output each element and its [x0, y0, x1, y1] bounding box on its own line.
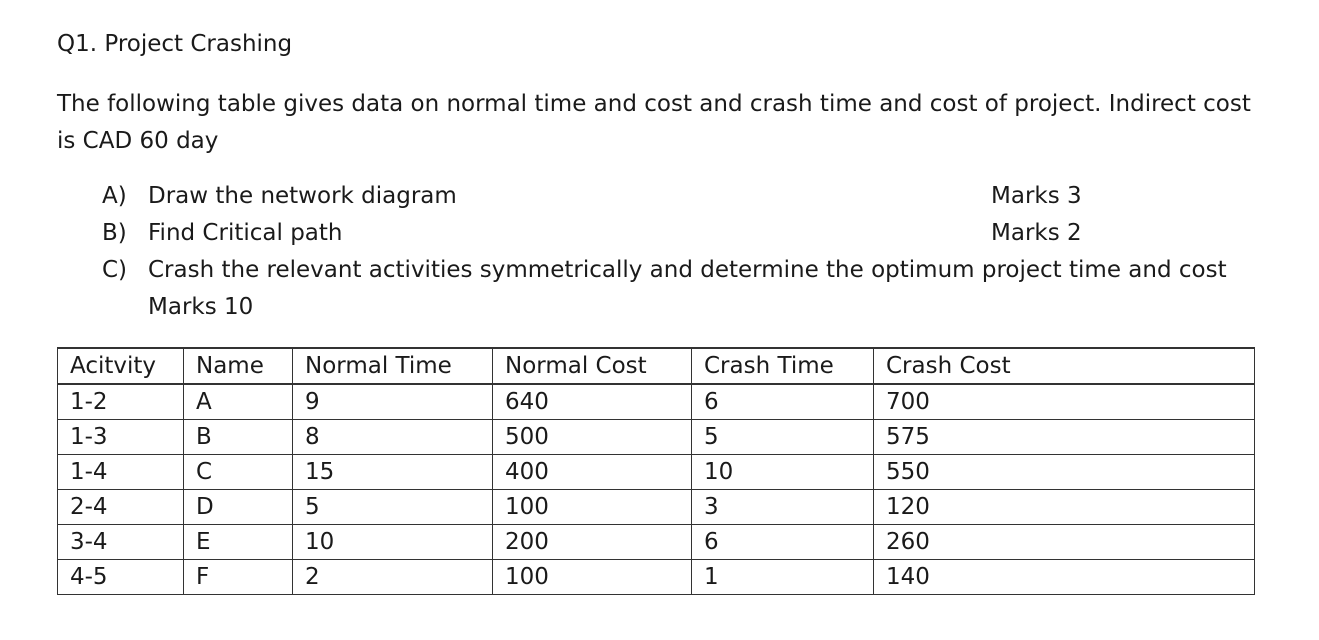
cell-name: A [184, 384, 293, 420]
cell-normal-cost: 500 [493, 420, 692, 455]
cell-crash-cost: 260 [874, 525, 1255, 560]
sub-question-letter: B) [102, 220, 127, 246]
header-normal-cost: Normal Cost [493, 348, 692, 384]
cell-activity: 1-3 [58, 420, 184, 455]
table-row [58, 560, 1255, 595]
cell-crash-time: 6 [692, 525, 874, 560]
header-name: Name [184, 348, 293, 384]
sub-question-c [0, 252, 1319, 320]
sub-question-text: Crash the relevant activities symmetrically and determine the optimum project time and cost [148, 257, 1227, 283]
cell-crash-cost: 575 [874, 420, 1255, 455]
question-intro [57, 86, 1257, 160]
table-header-row [58, 348, 1255, 384]
cell-crash-time: 10 [692, 455, 874, 490]
intro-line-2: is CAD 60 day [57, 128, 219, 154]
header-normal-time: Normal Time [293, 348, 493, 384]
cell-name: E [184, 525, 293, 560]
cell-normal-time: 9 [293, 384, 493, 420]
cell-normal-cost: 100 [493, 490, 692, 525]
cell-normal-cost: 100 [493, 560, 692, 595]
cell-normal-time: 10 [293, 525, 493, 560]
header-crash-time: Crash Time [692, 348, 874, 384]
sub-question-list [0, 178, 1319, 320]
cell-crash-time: 5 [692, 420, 874, 455]
cell-activity: 4-5 [58, 560, 184, 595]
cell-crash-cost: 550 [874, 455, 1255, 490]
table-row [58, 525, 1255, 560]
cell-name: F [184, 560, 293, 595]
sub-question-letter: A) [102, 183, 127, 209]
sub-question-b [0, 215, 1319, 252]
sub-question-text: Find Critical path [148, 220, 343, 246]
cell-crash-cost: 140 [874, 560, 1255, 595]
header-activity: Acitvity [58, 348, 184, 384]
cell-activity: 3-4 [58, 525, 184, 560]
sub-question-marks: Marks 3 [991, 183, 1082, 209]
cell-crash-cost: 120 [874, 490, 1255, 525]
cell-normal-time: 8 [293, 420, 493, 455]
cell-name: C [184, 455, 293, 490]
cell-crash-time: 6 [692, 384, 874, 420]
table-row [58, 490, 1255, 525]
cell-normal-time: 5 [293, 490, 493, 525]
cell-normal-cost: 200 [493, 525, 692, 560]
sub-question-letter: C) [102, 257, 128, 283]
sub-question-marks: Marks 2 [991, 220, 1082, 246]
intro-line-1: The following table gives data on normal time and cost and crash time and cost of project. Indirect cost [57, 91, 1251, 117]
cell-normal-time: 2 [293, 560, 493, 595]
sub-question-marks: Marks 10 [148, 294, 254, 320]
question-title: Q1. Project Crashing [57, 31, 293, 57]
header-crash-cost: Crash Cost [874, 348, 1255, 384]
sub-question-a [0, 178, 1319, 215]
activity-table [57, 347, 1255, 595]
cell-activity: 2-4 [58, 490, 184, 525]
cell-crash-time: 3 [692, 490, 874, 525]
cell-crash-time: 1 [692, 560, 874, 595]
table-row [58, 420, 1255, 455]
cell-activity: 1-4 [58, 455, 184, 490]
cell-normal-cost: 400 [493, 455, 692, 490]
cell-crash-cost: 700 [874, 384, 1255, 420]
sub-question-text: Draw the network diagram [148, 183, 457, 209]
table-row [58, 384, 1255, 420]
table-row [58, 455, 1255, 490]
cell-activity: 1-2 [58, 384, 184, 420]
cell-name: D [184, 490, 293, 525]
cell-normal-cost: 640 [493, 384, 692, 420]
cell-normal-time: 15 [293, 455, 493, 490]
cell-name: B [184, 420, 293, 455]
